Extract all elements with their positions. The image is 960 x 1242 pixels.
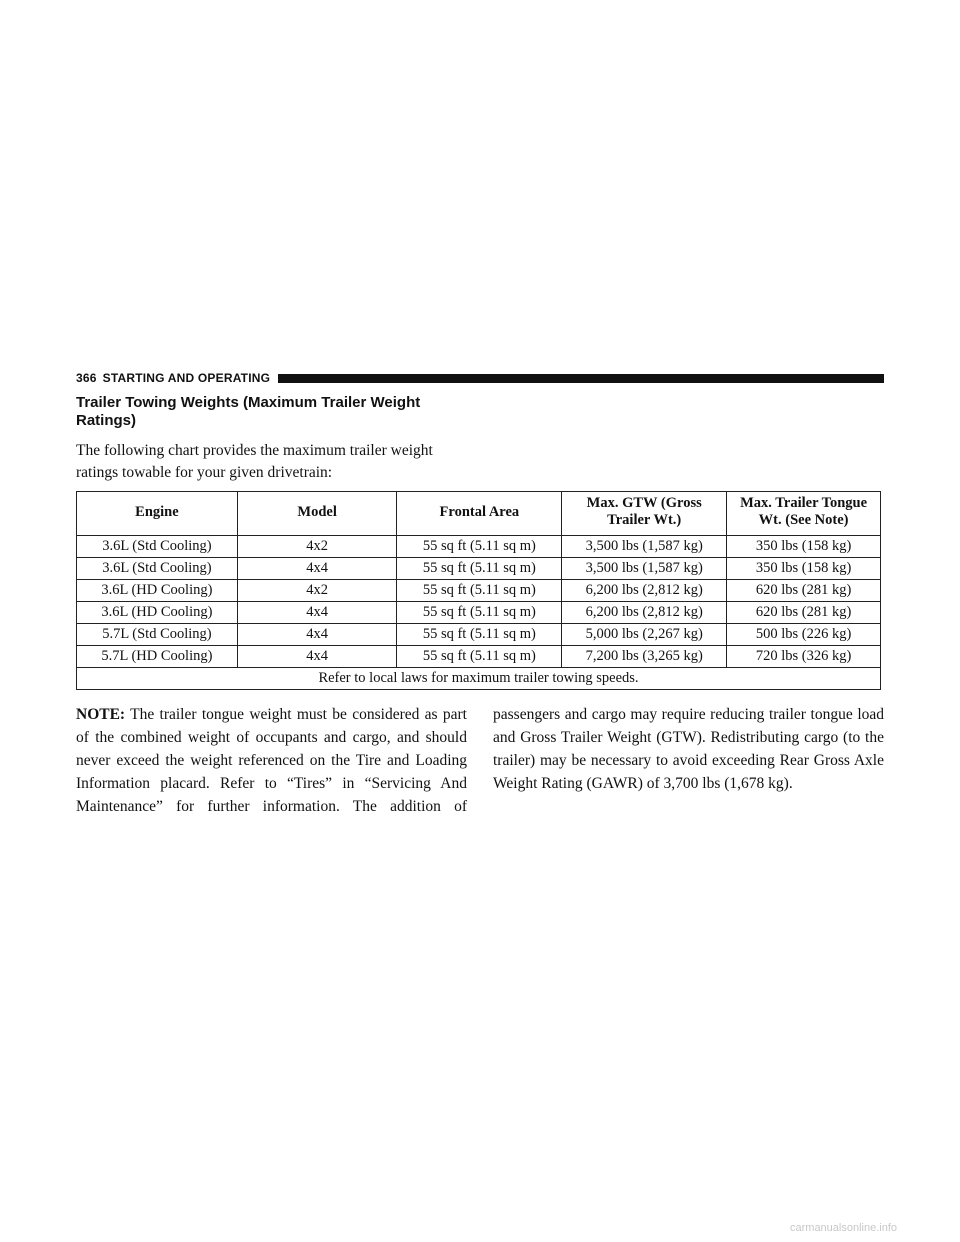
cell-max-gtw: 5,000 lbs (2,267 kg) [562,624,727,646]
cell-engine: 3.6L (HD Cooling) [77,580,238,602]
note-paragraph [76,703,884,818]
trailer-weights-table [76,491,881,690]
table-row [77,580,881,602]
cell-frontal-area: 55 sq ft (5.11 sq m) [397,558,562,580]
note-block [76,703,884,818]
cell-engine: 3.6L (Std Cooling) [77,558,238,580]
cell-model: 4x2 [237,580,397,602]
cell-frontal-area: 55 sq ft (5.11 sq m) [397,646,562,668]
note-text: The trailer tongue weight must be considered as part of the combined weight of occupants and cargo, and should never exceed the weight referenced on the Tire and Loading Information placard. Refer to “Tires” in “Servicing And Maintenance” for further information. The addition of passengers and cargo may require reducing trailer tongue load and Gross Trailer Weight (GTW). Redistributing cargo (to the trailer) may be necessary to avoid exceeding Rear Gross Axle Weight Rating (GAWR) of 3,700 lbs (1,678 kg). [76,706,884,815]
cell-model: 4x2 [237,536,397,558]
cell-frontal-area: 55 sq ft (5.11 sq m) [397,536,562,558]
cell-engine: 5.7L (HD Cooling) [77,646,238,668]
cell-frontal-area: 55 sq ft (5.11 sq m) [397,624,562,646]
cell-max-gtw: 3,500 lbs (1,587 kg) [562,558,727,580]
cell-max-gtw: 3,500 lbs (1,587 kg) [562,536,727,558]
cell-frontal-area: 55 sq ft (5.11 sq m) [397,580,562,602]
table-footer-row [77,668,881,690]
column-header-max-gtw: Max. GTW (Gross Trailer Wt.) [562,492,727,536]
column-header-frontal-area: Frontal Area [397,492,562,536]
note-label: NOTE: [76,706,126,723]
table-row [77,602,881,624]
cell-model: 4x4 [237,624,397,646]
cell-engine: 3.6L (HD Cooling) [77,602,238,624]
section-title: STARTING AND OPERATING [102,371,271,385]
cell-model: 4x4 [237,558,397,580]
running-header [76,371,884,385]
header-rule [278,374,884,383]
cell-model: 4x4 [237,602,397,624]
cell-max-tongue-weight: 350 lbs (158 kg) [727,558,881,580]
table-header-row [77,492,881,536]
cell-engine: 5.7L (Std Cooling) [77,624,238,646]
cell-max-tongue-weight: 500 lbs (226 kg) [727,624,881,646]
page-number: 366 [76,371,97,385]
column-header-max-tongue-weight: Max. Trailer Tongue Wt. (See Note) [727,492,881,536]
cell-engine: 3.6L (Std Cooling) [77,536,238,558]
table-row [77,536,881,558]
cell-max-tongue-weight: 720 lbs (326 kg) [727,646,881,668]
cell-frontal-area: 55 sq ft (5.11 sq m) [397,602,562,624]
cell-max-gtw: 6,200 lbs (2,812 kg) [562,580,727,602]
table-row [77,646,881,668]
cell-max-tongue-weight: 350 lbs (158 kg) [727,536,881,558]
watermark-text: carmanualsonline.info [790,1222,898,1234]
cell-max-gtw: 7,200 lbs (3,265 kg) [562,646,727,668]
cell-max-tongue-weight: 620 lbs (281 kg) [727,580,881,602]
table-footer-note: Refer to local laws for maximum trailer towing speeds. [77,668,881,690]
cell-model: 4x4 [237,646,397,668]
column-header-engine: Engine [135,503,179,520]
column-header-model: Model [237,492,397,536]
cell-max-gtw: 6,200 lbs (2,812 kg) [562,602,727,624]
intro-paragraph: The following chart provides the maximum trailer weight ratings towable for your given drivetrain: [76,442,433,481]
section-heading: Trailer Towing Weights (Maximum Trailer Weight Ratings) [76,394,421,429]
cell-max-tongue-weight: 620 lbs (281 kg) [727,602,881,624]
table-row [77,624,881,646]
table-row [77,558,881,580]
